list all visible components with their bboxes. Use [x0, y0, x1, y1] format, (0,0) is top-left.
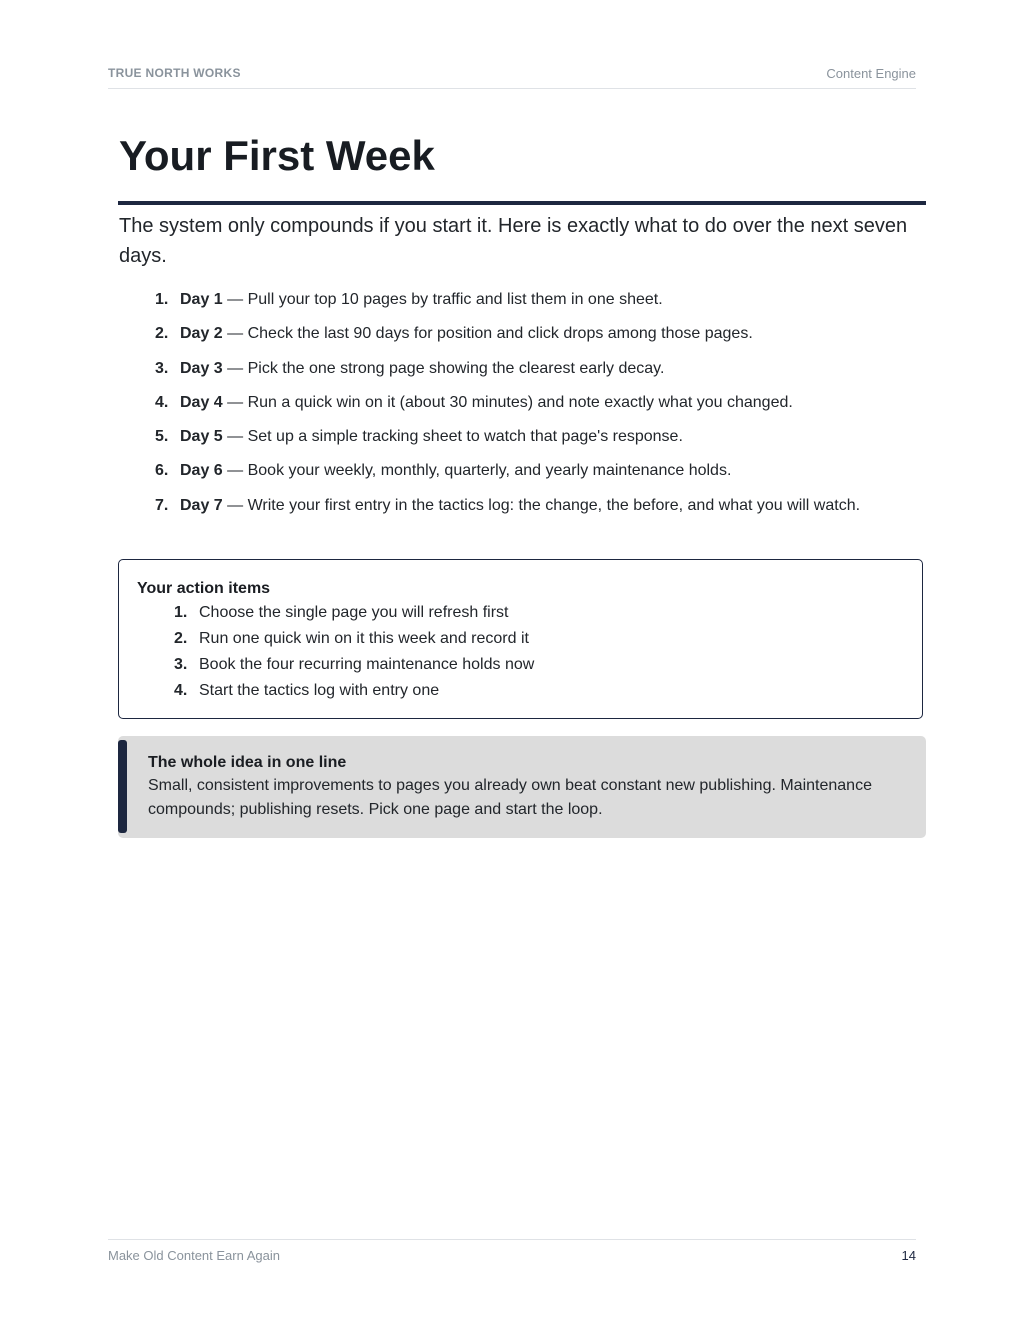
item-number: 3.: [155, 359, 169, 377]
day-item: [155, 458, 895, 484]
title-divider: [118, 201, 926, 205]
day-label: Day 3: [180, 359, 223, 377]
day-label: Day 1: [180, 291, 223, 308]
day-item: [155, 356, 895, 382]
callout-heading: The whole idea in one line: [148, 754, 347, 771]
item-number: 3.: [174, 656, 188, 673]
action-item: [174, 626, 534, 652]
day-text: — Set up a simple tracking sheet to watch that page's response.: [222, 428, 683, 446]
item-number: 6.: [155, 462, 169, 480]
day-text: — Run a quick win on it (about 30 minutes) and note exactly what you changed.: [222, 393, 793, 411]
day-label: Day 2: [180, 325, 223, 343]
day-label: Day 5: [180, 428, 223, 446]
callout-accent-bar: [118, 740, 127, 833]
item-number: 4.: [155, 393, 169, 411]
day-item: [155, 424, 895, 450]
item-number: 7.: [155, 496, 169, 514]
action-items-box: [118, 559, 923, 719]
item-number: 4.: [174, 682, 188, 699]
page-footer: [108, 1239, 916, 1270]
item-number: 1.: [174, 604, 188, 621]
section-label: Content Engine: [826, 66, 916, 81]
action-item: [174, 678, 534, 704]
day-item: [155, 493, 895, 519]
action-item-text: Choose the single page you will refresh first: [199, 604, 509, 621]
day-label: Day 6: [180, 462, 223, 480]
action-items-heading: Your action items: [137, 580, 271, 597]
action-item-text: Start the tactics log with entry one: [199, 682, 440, 699]
day-label: Day 7: [180, 496, 223, 514]
day-item: [155, 390, 895, 416]
day-text: — Pull your top 10 pages by traffic and list them in one sheet.: [222, 291, 663, 308]
action-item: [174, 600, 534, 626]
day-plan-list: [155, 287, 895, 527]
summary-callout: [118, 736, 926, 838]
day-text: — Book your weekly, monthly, quarterly, and yearly maintenance holds.: [222, 462, 732, 480]
brand-name: TRUE NORTH WORKS: [108, 66, 241, 80]
action-item-text: Book the four recurring maintenance holds now: [199, 656, 535, 673]
action-items-list: [174, 600, 534, 704]
day-item: [155, 321, 895, 347]
page-header: [108, 66, 916, 89]
page-title: Your First Week: [119, 132, 435, 179]
action-item: [174, 652, 534, 678]
intro-paragraph: The system only compounds if you start it. Here is exactly what to do over the next seven days.: [119, 215, 908, 267]
day-item: [155, 287, 895, 313]
day-text: — Check the last 90 days for position and click drops among those pages.: [222, 325, 753, 343]
footer-title: Make Old Content Earn Again: [108, 1248, 280, 1263]
page-number: 14: [901, 1248, 916, 1263]
item-number: 1.: [155, 291, 169, 308]
item-number: 5.: [155, 428, 169, 446]
day-label: Day 4: [180, 393, 223, 411]
day-text: — Write your first entry in the tactics log: the change, the before, and what you will watch.: [222, 496, 861, 514]
day-text: — Pick the one strong page showing the clearest early decay.: [222, 359, 665, 377]
action-item-text: Run one quick win on it this week and record it: [199, 630, 529, 647]
callout-text: Small, consistent improvements to pages you already own beat constant new publishing. Maintenance compounds; publishing resets. Pick one page and start the loop.: [148, 777, 872, 818]
item-number: 2.: [155, 325, 169, 343]
item-number: 2.: [174, 630, 188, 647]
